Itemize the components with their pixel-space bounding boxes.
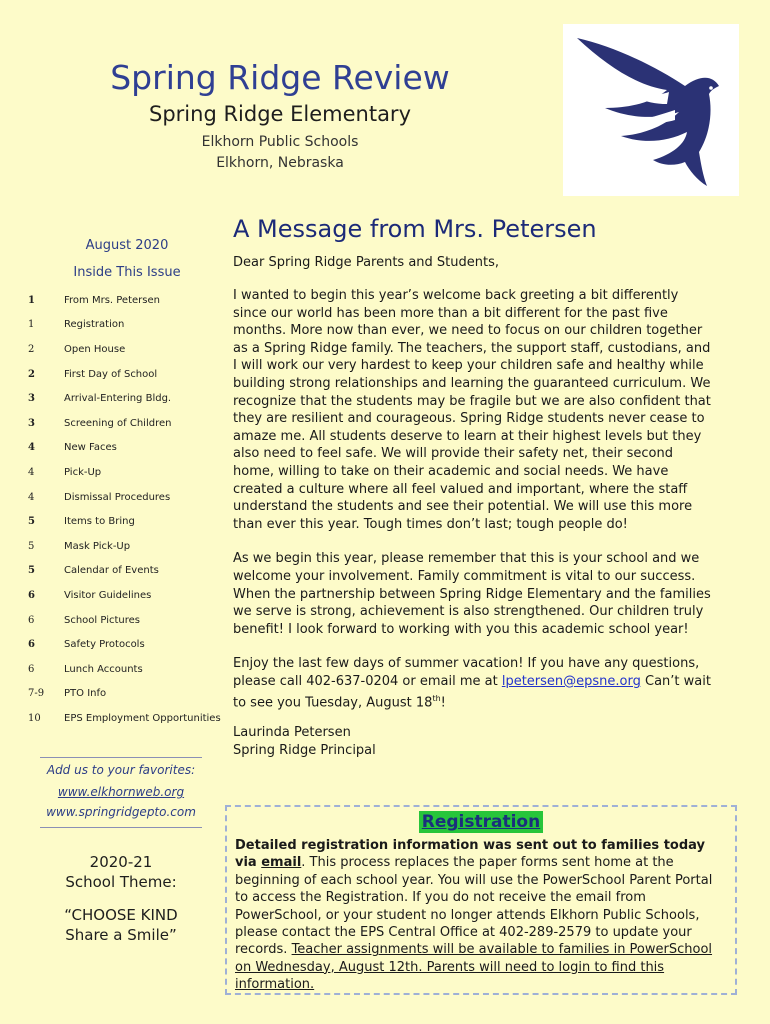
toc-item[interactable]	[22, 313, 222, 338]
registration-title: Registration	[419, 811, 543, 833]
toc-page: 5	[28, 540, 35, 552]
eagle-logo-svg	[563, 24, 739, 196]
toc-label: School Pictures	[64, 614, 140, 626]
toc-item[interactable]	[22, 288, 222, 313]
newsletter-title: Spring Ridge Review	[110, 58, 450, 97]
toc-label: Dismissal Procedures	[64, 491, 171, 503]
toc-label: Screening of Children	[64, 417, 172, 429]
toc-page: 4	[28, 491, 35, 503]
toc-item[interactable]	[22, 460, 222, 485]
toc-page: 2	[28, 368, 35, 380]
toc-label: New Faces	[64, 442, 117, 454]
toc-label: Visitor Guidelines	[64, 589, 152, 601]
toc-page: 5	[28, 565, 35, 577]
school-theme	[40, 853, 202, 945]
toc-label: Items to Bring	[64, 516, 135, 528]
toc-label: Open House	[64, 343, 126, 355]
toc-item[interactable]	[22, 362, 222, 387]
toc-item[interactable]	[22, 632, 222, 657]
toc-item[interactable]	[22, 608, 222, 633]
message-paragraph-3	[233, 655, 715, 712]
toc-page: 7-9	[28, 688, 45, 700]
toc-page: 2	[28, 343, 35, 355]
toc-item[interactable]	[22, 436, 222, 461]
toc-item[interactable]	[22, 706, 222, 731]
principal-message	[233, 215, 715, 759]
springridgepto-link[interactable]: www.springridgepto.com	[46, 805, 196, 820]
toc-page: 5	[28, 516, 35, 528]
toc-page: 3	[28, 417, 35, 429]
toc-item[interactable]	[22, 411, 222, 436]
table-of-contents	[22, 288, 222, 731]
para3-text-c: !	[440, 695, 446, 711]
favorites-heading: Add us to your favorites:	[46, 763, 196, 777]
masthead	[60, 60, 500, 173]
toc-label: PTO Info	[64, 688, 107, 700]
theme-year: 2020-21	[89, 853, 153, 871]
toc-page: 4	[28, 442, 35, 454]
favorites-box	[40, 757, 202, 828]
toc-item[interactable]	[22, 485, 222, 510]
sidebar	[22, 238, 222, 731]
district-name: Elkhorn Public Schools	[201, 134, 359, 151]
toc-page: 1	[28, 319, 35, 331]
toc-page: 6	[28, 639, 35, 651]
toc-page: 6	[28, 663, 35, 675]
toc-item[interactable]	[22, 534, 222, 559]
toc-item[interactable]	[22, 583, 222, 608]
eagle-logo-icon	[563, 24, 739, 196]
signature	[233, 724, 715, 759]
toc-label: Safety Protocols	[64, 639, 145, 651]
registration-box	[225, 805, 737, 995]
toc-label: Mask Pick-Up	[64, 540, 131, 552]
registration-teacher-assignments: Teacher assignments will be available to families in PowerSchool on Wednesday, August 12th. Parents will need to login to find this information.	[235, 942, 713, 993]
registration-body	[227, 833, 735, 994]
toc-label: From Mrs. Petersen	[64, 294, 160, 306]
toc-label: Lunch Accounts	[64, 663, 143, 675]
school-location: Elkhorn, Nebraska	[216, 154, 344, 171]
signature-name: Laurinda Petersen	[233, 725, 351, 741]
theme-quote-line2: Share a Smile”	[65, 925, 177, 944]
toc-page: 6	[28, 614, 35, 626]
para3-superscript: th	[432, 694, 441, 704]
registration-email-word: email	[261, 855, 302, 871]
toc-item[interactable]	[22, 386, 222, 411]
para3-text-b: Can’t wait to see you Tuesday, August 18	[233, 673, 711, 711]
toc-page: 3	[28, 393, 35, 405]
message-paragraph-2: As we begin this year, please remember that this is your school and we welcome your involvement. Family commitment is vital to our success. When the partnership between Spring Ridge Elementary and the families we serve is strong, achievement is also strengthened. Our children truly benefit! I look forward to working with you this academic school year!	[233, 551, 711, 637]
toc-page: 4	[28, 466, 35, 478]
elkhornweb-link[interactable]: www.elkhornweb.org	[57, 785, 185, 799]
toc-label: Pick-Up	[64, 466, 102, 478]
theme-label: School Theme:	[65, 872, 177, 891]
registration-body-text: . This process replaces the paper forms sent home at the beginning of each school year. You will use the PowerSchool Parent Portal to access the Registration. If you do not receive the email from PowerSchool, or your student no longer attends Elkhorn Public Schools, please contact the EPS Central Office at 402-289-2579 to update your records.	[235, 855, 713, 958]
toc-label: Calendar of Events	[64, 565, 159, 577]
toc-label: Registration	[64, 319, 125, 331]
message-title: A Message from Mrs. Petersen	[233, 215, 597, 243]
toc-label: EPS Employment Opportunities	[64, 712, 221, 724]
signature-title: Spring Ridge Principal	[233, 742, 376, 758]
inside-this-issue-heading: Inside This Issue	[73, 265, 181, 280]
school-name: Spring Ridge Elementary	[149, 102, 411, 127]
toc-item[interactable]	[22, 337, 222, 362]
toc-page: 1	[28, 294, 35, 306]
theme-quote-line1: “CHOOSE KIND	[64, 906, 178, 924]
toc-item[interactable]	[22, 509, 222, 534]
toc-item[interactable]	[22, 657, 222, 682]
toc-label: First Day of School	[64, 368, 158, 380]
message-paragraph-1: I wanted to begin this year’s welcome back greeting a bit differently since our world has been more than a bit different for the past five months. More now than ever, we need to focus on our children together as a Spring Ridge family. The teachers, the support staff, custodians, and I will work our very hardest to keep your children safe and healthy while building strong relationships and learning the guaranteed curriculum. We recognize that the students may be fragile but we are also confident that they are resilient and courageous. Spring Ridge students never cease to amaze me. All students deserve to learn at their highest levels but they also need to feel safe. We will provide their safety net, their second home, willing to take on their academic and social needs. We have created a culture where all feel valued and important, where the staff understand the students and see their potential. We will use this more than ever this year. Tough times don’t last; tough people do!	[233, 288, 711, 532]
toc-label: Arrival-Entering Bldg.	[64, 393, 172, 405]
salutation: Dear Spring Ridge Parents and Students,	[233, 255, 500, 270]
toc-item[interactable]	[22, 682, 222, 707]
toc-item[interactable]	[22, 559, 222, 584]
toc-page: 6	[28, 589, 35, 601]
registration-bold-text: Detailed registration information was sent out to families today via	[235, 838, 705, 871]
para3-text-a: Enjoy the last few days of summer vacation! If you have any questions, please call 402-637-0204 or email me at	[233, 656, 700, 689]
principal-email-link[interactable]: lpetersen@epsne.org	[501, 673, 641, 689]
toc-page: 10	[28, 712, 41, 724]
issue-date: August 2020	[85, 238, 169, 253]
